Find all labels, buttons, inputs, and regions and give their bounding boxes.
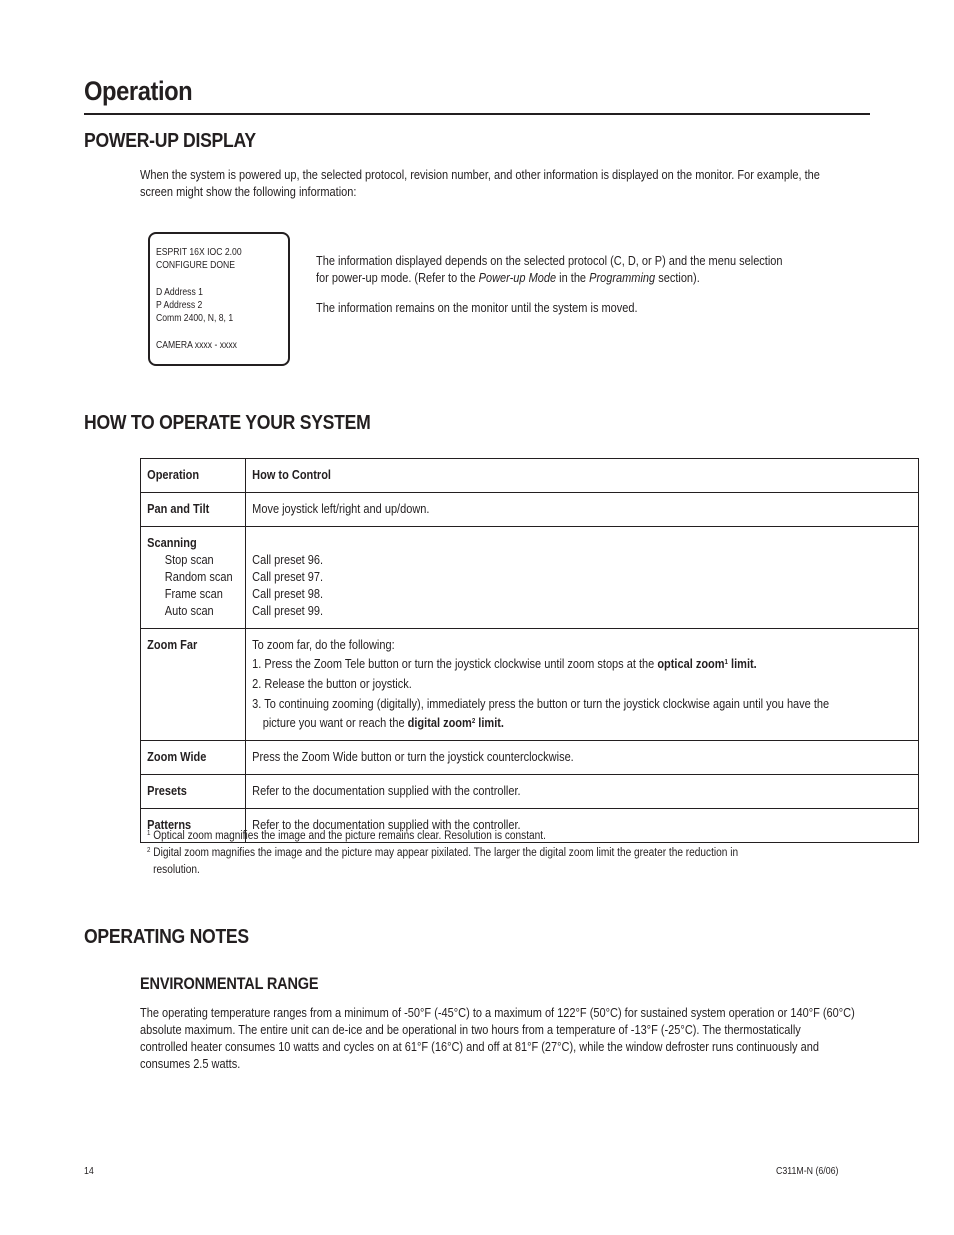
row-ctrl-patterns: Refer to the documentation supplied with the controller. (252, 818, 521, 832)
zoom-far-intro: To zoom far, do the following: (252, 638, 395, 652)
power-up-intro-line: When the system is powered up, the selected protocol, revision number, and other information is displayed on the monitor. For example, the (140, 168, 820, 182)
operations-table (140, 458, 919, 843)
document-code: C311M-N (6/06) (776, 1166, 839, 1177)
zoom-far-step-2: 2. Release the button or joystick. (252, 677, 412, 691)
scan-sub-item: Stop scan (164, 553, 214, 567)
env-line: controlled heater consumes 10 watts and cycles on at 61°F (16°C) and off at 81°F (27°C), while the window defroster runs continuously and (140, 1040, 819, 1054)
env-line: absolute maximum. The entire unit can de-ice and be operational in two hours from a temperature of -13°F (-25°C). The thermostatically (140, 1023, 801, 1037)
table-row (141, 775, 919, 809)
table-row (141, 741, 919, 775)
zoom-far-step-3: 3. To continuing zooming (digitally), immediately press the button or turn the joystick clockwise again until you have the picture you want or reach the digital zoom$^2$ limit. (252, 697, 830, 730)
operating-notes-heading: OPERATING NOTES (84, 926, 249, 948)
scan-sub-item: Random scan (164, 570, 233, 584)
footnote-2: $^2$ Digital zoom magnifies the image and the picture may appear pixilated. The larger the digital zoom limit the greater the reduction in resolution. (147, 847, 739, 876)
row-op-zoom-wide: Zoom Wide (147, 750, 207, 764)
power-up-note (316, 253, 783, 287)
scan-sub-item: Auto scan (164, 604, 214, 618)
page-title: Operation (84, 76, 193, 106)
env-line: The operating temperature ranges from a minimum of -50°F (-45°C) to a maximum of 122°F (50°C) for sustained system operation or 140°F (60°C) (140, 1006, 855, 1020)
header-operation: Operation (147, 468, 200, 482)
monitor-screen-example (148, 232, 290, 366)
table-header-row (141, 459, 919, 493)
note-ref-programming: Programming (589, 271, 656, 285)
row-ctrl-zoom-wide: Press the Zoom Wide button or turn the joystick counterclockwise. (252, 750, 574, 764)
scan-ctrl-item: Call preset 96. (252, 553, 324, 567)
table-row (141, 527, 919, 629)
row-op-presets: Presets (147, 784, 187, 798)
power-up-note-2: The information remains on the monitor until the system is moved. (316, 301, 638, 315)
power-up-intro-line: screen might show the following information: (140, 185, 357, 199)
screen-line: CAMERA xxxx - xxxx (156, 340, 237, 351)
row-op-zoom-far: Zoom Far (147, 638, 198, 652)
screen-line: D Address 1 (156, 287, 203, 298)
scan-sub-item: Frame scan (164, 587, 223, 601)
scan-ctrl-item: Call preset 99. (252, 604, 324, 618)
row-op-scanning: Scanning (147, 536, 197, 550)
environmental-range-text (140, 1005, 855, 1073)
screen-line: Comm 2400, N, 8, 1 (156, 313, 234, 324)
table-row (141, 493, 919, 527)
screen-line: CONFIGURE DONE (156, 260, 236, 271)
note-text: in the (556, 271, 590, 285)
environmental-range-heading: ENVIRONMENTAL RANGE (140, 975, 319, 993)
how-to-heading: HOW TO OPERATE YOUR SYSTEM (84, 412, 371, 434)
power-up-heading: POWER-UP DISPLAY (84, 130, 256, 152)
table-row (141, 629, 919, 741)
scan-ctrl-item: Call preset 97. (252, 570, 324, 584)
title-divider (84, 113, 870, 115)
zoom-far-step-1: 1. Press the Zoom Tele button or turn the joystick clockwise until zoom stops at the optical zoom$^1$ limit. (252, 657, 757, 671)
footnote-1: $^1$ Optical zoom magnifies the image and the picture remains clear. Resolution is constant. (147, 830, 546, 842)
page-number: 14 (84, 1166, 94, 1177)
note-text: for power-up mode. (Refer to the (316, 271, 479, 285)
screen-line: P Address 2 (156, 300, 203, 311)
note-ref-powerup-mode: Power-up Mode (478, 271, 557, 285)
power-up-note-line (316, 270, 783, 287)
power-up-intro (140, 167, 820, 201)
row-op-pan-tilt: Pan and Tilt (147, 502, 210, 516)
screen-line: ESPRIT 16X IOC 2.00 (156, 247, 242, 258)
power-up-note-line: The information displayed depends on the selected protocol (C, D, or P) and the menu selection (316, 254, 783, 268)
env-line: consumes 2.5 watts. (140, 1057, 241, 1071)
row-ctrl-presets: Refer to the documentation supplied with the controller. (252, 784, 521, 798)
note-text: section). (655, 271, 700, 285)
scan-ctrl-item: Call preset 98. (252, 587, 324, 601)
row-op-patterns: Patterns (147, 818, 192, 832)
row-ctrl-pan-tilt: Move joystick left/right and up/down. (252, 502, 430, 516)
header-how-to-control: How to Control (252, 468, 332, 482)
